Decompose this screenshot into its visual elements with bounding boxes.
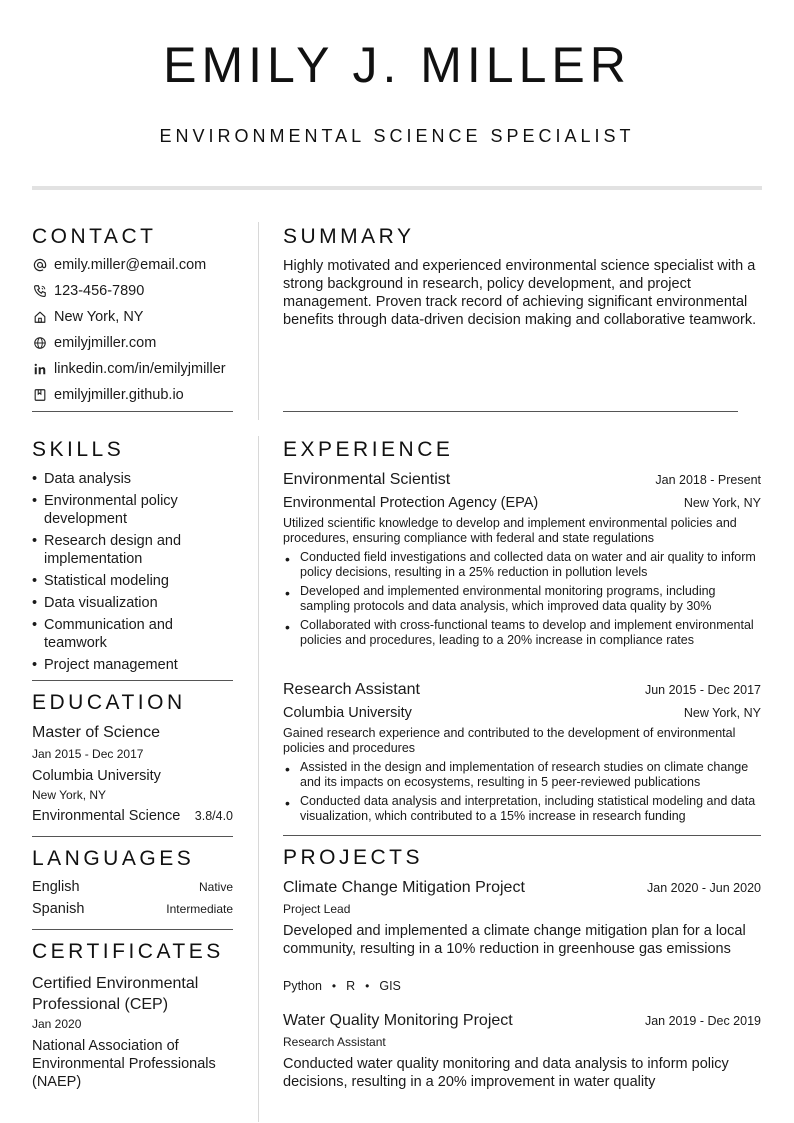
- project-description: Conducted water quality monitoring and data analysis to inform policy decisions, resulting in a 20% improvement in water quality: [283, 1056, 729, 1090]
- skill-item: • Data visualization: [32, 594, 237, 612]
- project-tag: R: [346, 979, 356, 993]
- project-tag: GIS: [379, 979, 401, 993]
- job-bullet: • Collaborated with cross-functional teams to develop and implement environmental policies and procedures, leading to a 20% increase in compliance rates: [283, 618, 761, 648]
- project-title: Water Quality Monitoring Project: [283, 1012, 513, 1029]
- education-divider: [32, 836, 233, 837]
- job-header: [283, 681, 761, 699]
- resume-name: EMILY J. MILLER: [163, 37, 631, 93]
- job-bullet: • Conducted data analysis and interpretation, including statistical modeling and data visualization, which contributed to a 15% increase in research funding: [283, 794, 761, 824]
- job-org-row: [283, 705, 761, 721]
- tag-separator: •: [365, 979, 370, 993]
- experience-heading: EXPERIENCE: [283, 438, 454, 461]
- contact-phone[interactable]: [32, 283, 144, 299]
- contact-location-text: New York, NY: [54, 309, 144, 325]
- skill-item: • Communication and teamwork: [32, 616, 237, 652]
- bookmark-icon: [32, 388, 47, 403]
- language-row: [32, 901, 233, 917]
- education-field-row: [32, 808, 233, 824]
- language-row: [32, 879, 233, 895]
- skill-item: • Statistical modeling: [32, 572, 237, 590]
- contact-github[interactable]: [32, 387, 184, 403]
- skill-item: • Research design and implementation: [32, 532, 237, 568]
- contact-linkedin[interactable]: [32, 361, 226, 377]
- project-tags: [283, 979, 401, 993]
- contact-linkedin-text: linkedin.com/in/emilyjmiller: [54, 361, 226, 377]
- resume-title: ENVIRONMENTAL SCIENCE SPECIALIST: [159, 126, 635, 146]
- job-title: Research Assistant: [283, 681, 420, 698]
- education-school: Columbia University: [32, 768, 161, 784]
- education-dates: Jan 2015 - Dec 2017: [32, 747, 144, 761]
- contact-email[interactable]: [32, 257, 206, 273]
- contact-website-text: emilyjmiller.com: [54, 335, 157, 351]
- job-org: Environmental Protection Agency (EPA): [283, 495, 539, 511]
- project-dates: Jan 2019 - Dec 2019: [644, 1014, 761, 1028]
- job-location: New York, NY: [683, 496, 761, 510]
- summary-heading: SUMMARY: [283, 225, 415, 248]
- project-title: Climate Change Mitigation Project: [283, 879, 525, 896]
- contact-heading: CONTACT: [32, 225, 157, 248]
- job-bullet: • Developed and implemented environmental monitoring programs, including sampling protocols and data analysis, which improved data quality by 30%: [283, 584, 761, 614]
- education-location: New York, NY: [32, 788, 107, 802]
- summary-text: Highly motivated and experienced environmental science specialist with a strong background in research, policy development, and project management. Proven track record of achieving significant environmental benefits through data-driven decision making and collaborative teamwork.: [283, 258, 757, 328]
- job-title: Environmental Scientist: [283, 471, 451, 488]
- column-divider-top: [258, 222, 259, 420]
- at-icon: [32, 258, 47, 273]
- languages-heading: LANGUAGES: [32, 847, 195, 870]
- phone-icon: [32, 284, 47, 299]
- education-field: Environmental Science: [32, 808, 181, 824]
- certificates-heading: CERTIFICATES: [32, 940, 224, 963]
- skill-item: • Data analysis: [32, 470, 237, 488]
- job-header: [283, 471, 761, 489]
- summary-divider: [283, 411, 738, 412]
- skills-divider: [32, 680, 233, 681]
- contact-email-text: emily.miller@email.com: [54, 257, 207, 273]
- home-icon: [32, 310, 47, 325]
- skills-heading: SKILLS: [32, 438, 125, 461]
- job-description: Gained research experience and contributed to the development of environmental policies and procedures: [283, 726, 736, 755]
- job-org: Columbia University: [283, 705, 412, 721]
- project-tag: Python: [283, 979, 322, 993]
- job-bullet: • Assisted in the design and implementation of research studies on climate change and its impacts on ecosystems, resulting in 5 peer-reviewed publications: [283, 760, 761, 790]
- contact-website[interactable]: [32, 335, 156, 351]
- contact-phone-text: 123-456-7890: [54, 283, 145, 299]
- job-bullet: • Conducted field investigations and collected data on water and air quality to inform policy decisions, resulting in a 25% reduction in pollution levels: [283, 550, 761, 580]
- language-name: Spanish: [32, 901, 85, 917]
- education-gpa: 3.8/4.0: [194, 809, 233, 823]
- project-description: Developed and implemented a climate change mitigation plan for a local community, resulting in a 10% reduction in greenhouse gas emissions: [283, 923, 746, 957]
- skill-item: • Project management: [32, 656, 237, 674]
- linkedin-icon: [32, 362, 47, 377]
- contact-divider: [32, 411, 233, 412]
- project-header: [283, 879, 761, 897]
- project-dates: Jan 2020 - Jun 2020: [647, 881, 761, 895]
- contact-github-text: emilyjmiller.github.io: [54, 387, 184, 403]
- job-org-row: [283, 495, 761, 511]
- job-dates: Jun 2015 - Dec 2017: [644, 683, 761, 697]
- languages-divider: [32, 929, 233, 930]
- job-bullets: [283, 550, 761, 652]
- job-dates: Jan 2018 - Present: [655, 473, 761, 487]
- language-level: Intermediate: [166, 902, 233, 916]
- language-level: Native: [198, 880, 233, 894]
- certificate-name: Certified Environmental Professional (CEP): [32, 975, 199, 1013]
- education-degree: Master of Science: [32, 724, 161, 741]
- experience-divider: [283, 835, 761, 836]
- globe-icon: [32, 336, 47, 351]
- job-bullets: [283, 760, 761, 828]
- language-name: English: [32, 879, 80, 895]
- tag-separator: •: [331, 979, 337, 993]
- job-description: Utilized scientific knowledge to develop and implement environmental policies and procedures, ensuring compliance with federal and state regulations: [283, 516, 737, 545]
- project-role: Research Assistant: [283, 1035, 386, 1049]
- project-header: [283, 1012, 761, 1030]
- education-heading: EDUCATION: [32, 691, 186, 714]
- skills-list: [32, 470, 237, 678]
- projects-heading: PROJECTS: [283, 846, 424, 869]
- certificate-issuer: National Association of Environmental Professionals (NAEP): [32, 1038, 216, 1090]
- column-divider-bottom: [258, 436, 259, 1122]
- job-location: New York, NY: [683, 706, 761, 720]
- skill-item: • Environmental policy development: [32, 492, 237, 528]
- header-divider: [32, 186, 762, 190]
- certificate-date: Jan 2020: [32, 1017, 82, 1031]
- contact-location: [32, 309, 143, 325]
- project-role: Project Lead: [283, 902, 351, 916]
